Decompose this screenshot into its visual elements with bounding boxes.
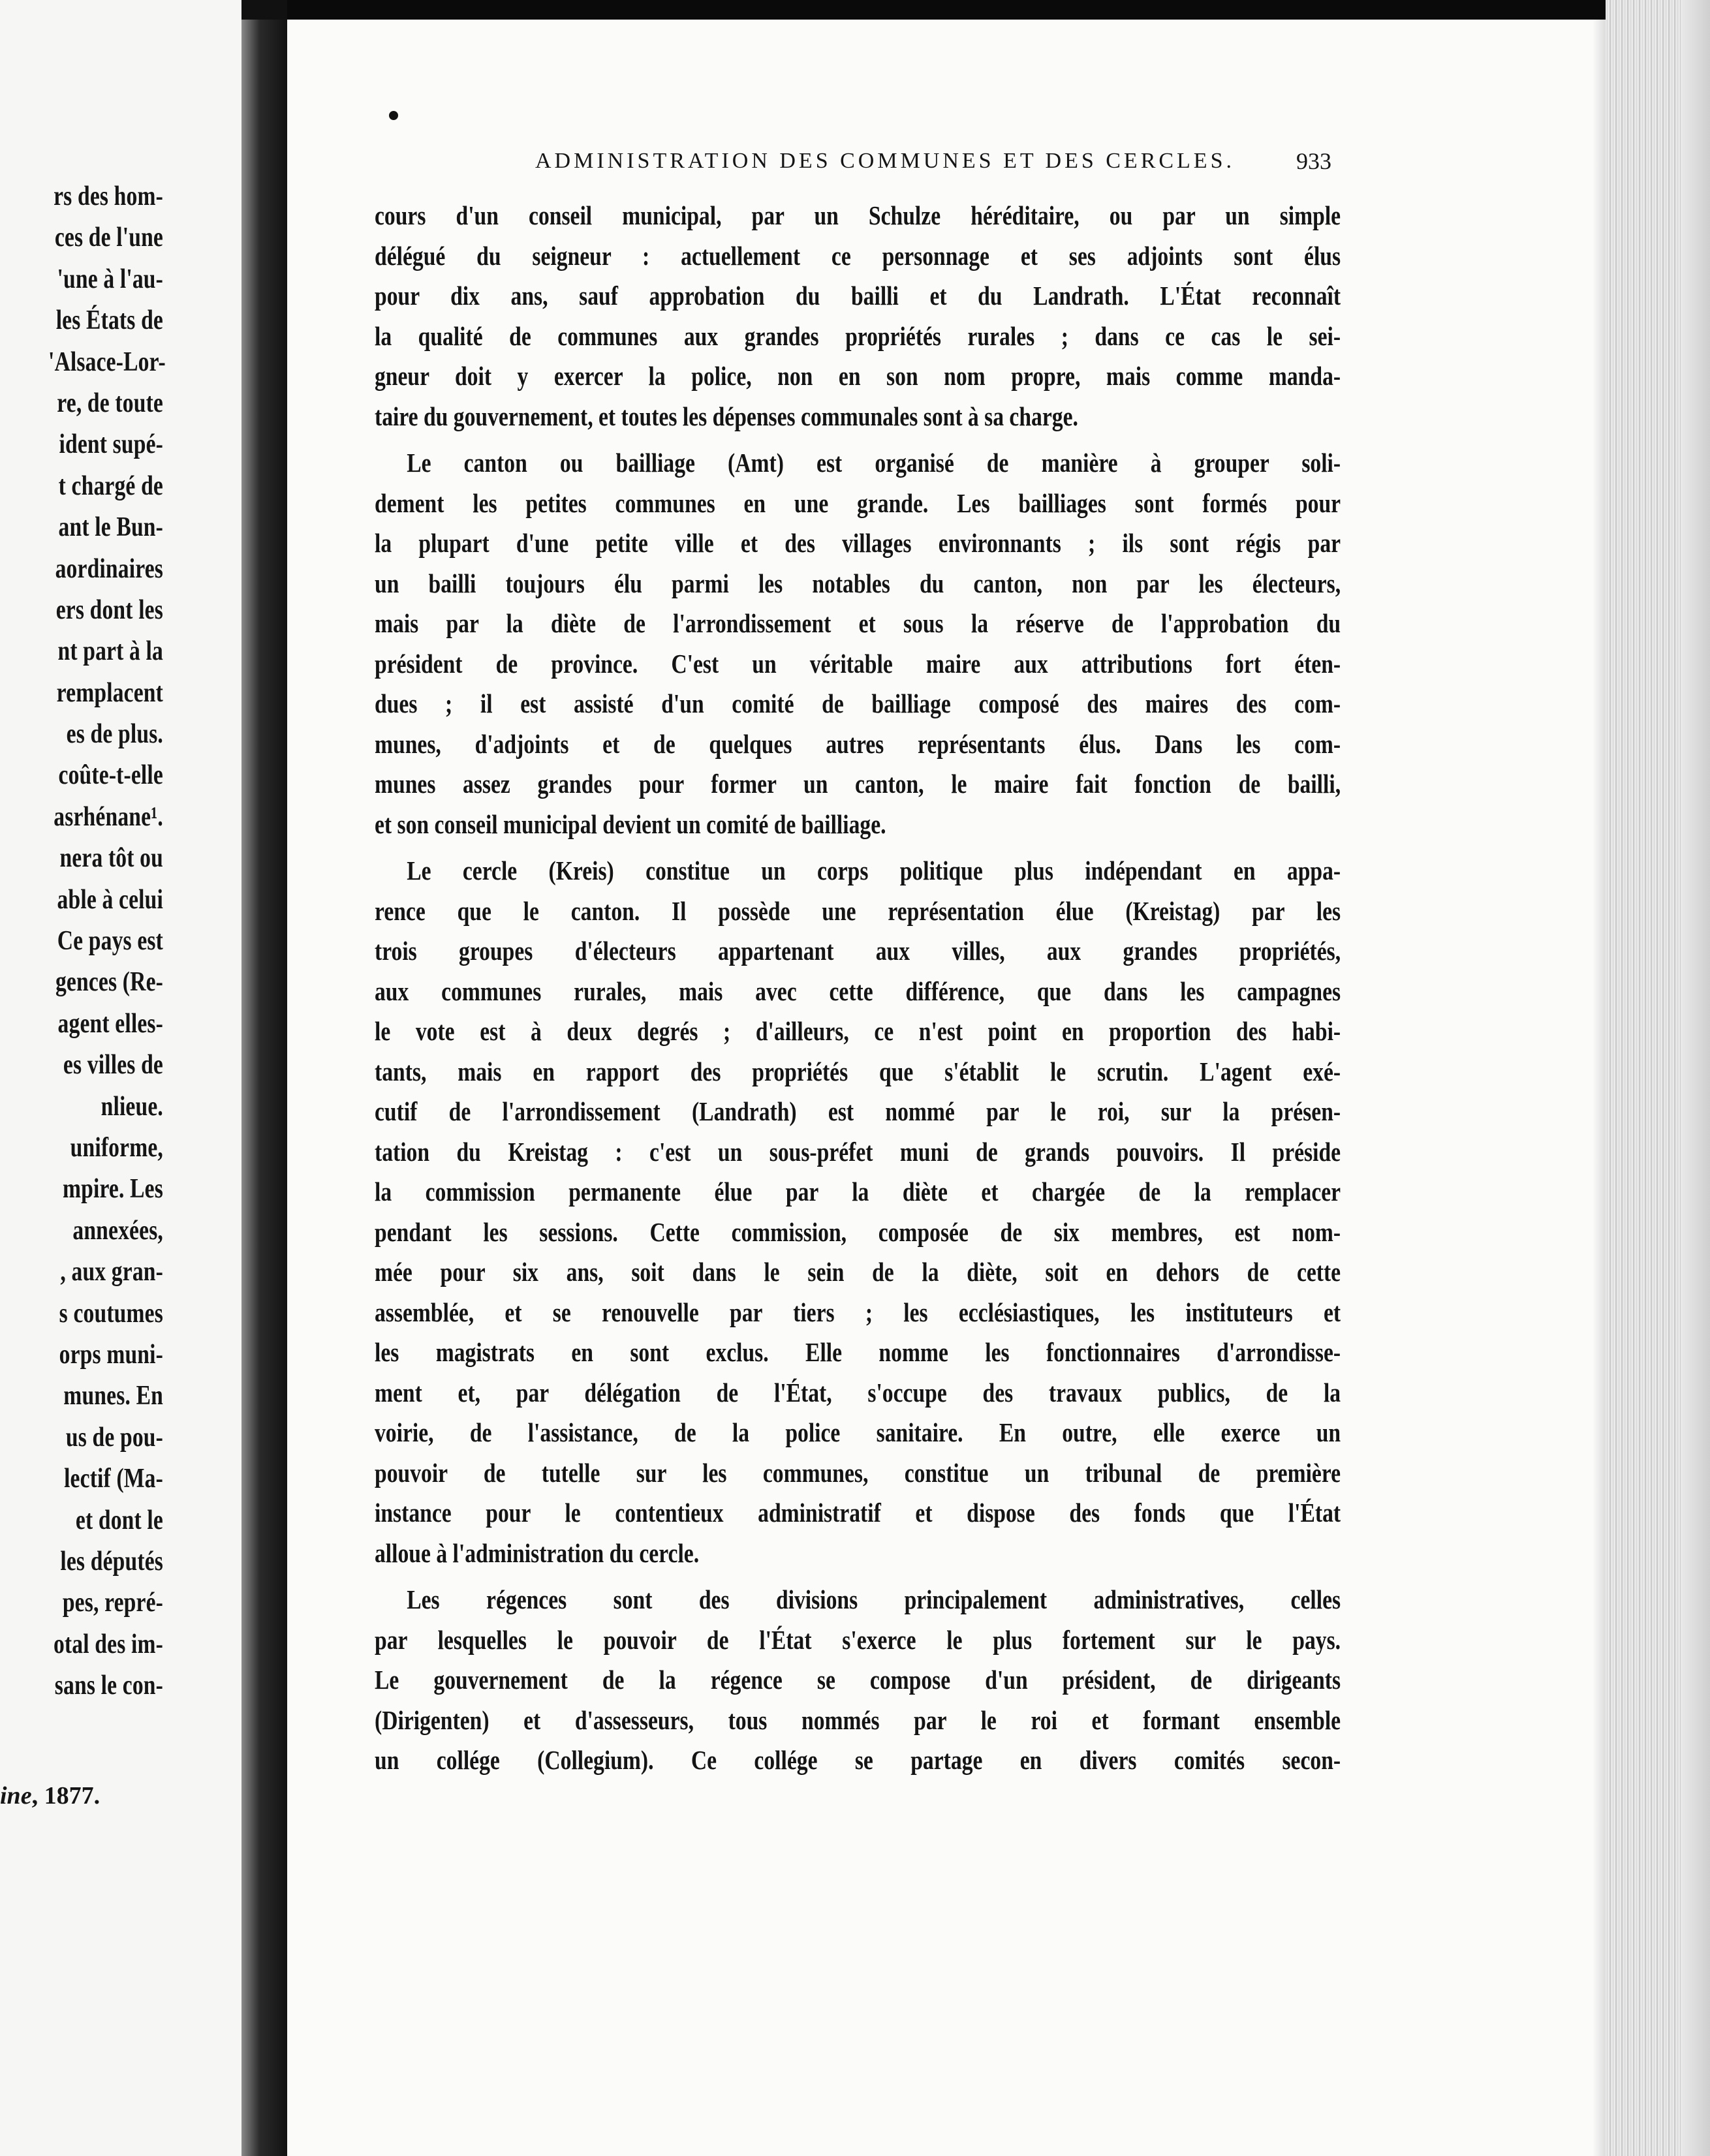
facing-page-footnote: [0, 1781, 100, 1810]
facing-line: sans le con-: [54, 1671, 163, 1701]
facing-line: les États de: [55, 305, 163, 336]
facing-line: nlieue.: [101, 1091, 163, 1122]
footnote-italic: ine: [0, 1782, 32, 1810]
facing-line: ces de l'une: [54, 223, 163, 253]
facing-line: asrhénane¹.: [54, 801, 163, 832]
text-line: un collége (Collegium). Ce collége se partage en divers comités secon-: [375, 1745, 1341, 1775]
facing-line: nt part à la: [57, 636, 163, 667]
text-line: trois groupes d'électeurs appartenant aux villes, aux grandes propriétés,: [375, 936, 1341, 966]
paragraph-gap: [375, 1573, 1341, 1580]
facing-line: agent elles-: [57, 1008, 164, 1039]
text-line: assemblée, et se renouvelle par tiers ; les ecclésiastiques, les instituteurs et: [375, 1297, 1341, 1327]
facing-line: es villes de: [63, 1050, 163, 1081]
facing-line: rs des hom-: [54, 181, 163, 211]
text-line: mais par la diète de l'arrondissement et sous la réserve de l'approbation du: [375, 608, 1341, 638]
facing-line: nera tôt ou: [59, 843, 163, 874]
facing-line: us de pou-: [65, 1422, 163, 1453]
text-line: taire du gouvernement, et toutes les dépenses communales sont à sa charge.: [375, 401, 1078, 431]
gutter-top: [241, 0, 287, 20]
text-line: cours d'un conseil municipal, par un Schulze héréditaire, ou par un simple: [375, 200, 1341, 230]
facing-line: , aux gran-: [60, 1257, 163, 1287]
text-line: Les régences sont des divisions principalement administratives, celles: [407, 1584, 1341, 1614]
page-number: 933: [1296, 148, 1331, 174]
facing-line: aordinaires: [55, 553, 164, 584]
facing-line: es de plus.: [66, 719, 163, 750]
text-line: dement les petites communes en une grande. Les bailliages sont formés pour: [375, 487, 1341, 518]
book-gutter: [241, 20, 287, 2156]
text-line: voirie, de l'assistance, de la police sanitaire. En outre, elle exerce un: [375, 1417, 1341, 1447]
facing-line: annexées,: [72, 1215, 163, 1246]
text-line: pouvoir de tutelle sur les communes, constitue un tribunal de première: [375, 1457, 1341, 1488]
facing-line: lectif (Ma-: [64, 1464, 163, 1494]
facing-line: mpire. Les: [62, 1174, 164, 1205]
text-line: alloue à l'administration du cercle.: [375, 1537, 700, 1568]
footnote-rest: , 1877.: [31, 1782, 101, 1810]
facing-line: Ce pays est: [57, 926, 164, 957]
facing-line: uniforme,: [70, 1132, 163, 1163]
text-line: instance pour le contentieux administratif et dispose des fonds que l'État: [375, 1498, 1341, 1528]
facing-line: et dont le: [75, 1505, 163, 1535]
facing-line: munes. En: [63, 1381, 163, 1411]
text-line: cutif de l'arrondissement (Landrath) est nommé par le roi, sur la présen-: [375, 1096, 1341, 1126]
text-line: les magistrats en sont exclus. Elle nomme les fonctionnaires d'arrondisse-: [375, 1337, 1341, 1367]
text-line: dues ; il est assisté d'un comité de bailliage composé des maires des com-: [375, 688, 1341, 718]
facing-line: s coutumes: [59, 1298, 163, 1329]
facing-line: able à celui: [57, 884, 163, 915]
facing-line: les députés: [60, 1546, 163, 1577]
text-line: délégué du seigneur : actuellement ce personnage et ses adjoints sont élus: [375, 240, 1341, 271]
text-line: Le gouvernement de la régence se compose d'un président, de dirigeants: [375, 1665, 1341, 1695]
ink-dot: [389, 111, 398, 120]
facing-line: 'une à l'au-: [57, 264, 163, 294]
paragraph-gap: [375, 437, 1341, 443]
text-line: munes, d'adjoints et de quelques autres représentants élus. Dans les com-: [375, 728, 1341, 759]
facing-line: t chargé de: [58, 470, 163, 501]
text-line: (Dirigenten) et d'assesseurs, tous nommés par le roi et formant ensemble: [375, 1704, 1341, 1735]
facing-page-text: [0, 176, 241, 1706]
text-line: ment et, par délégation de l'État, s'occupe des travaux publics, de la: [375, 1377, 1341, 1408]
text-line: la plupart d'une petite ville et des villages environnants ; ils sont régis par: [375, 528, 1341, 558]
text-line: gneur doit y exercer la police, non en son nom propre, mais comme manda-: [375, 361, 1341, 391]
text-line: pendant les sessions. Cette commission, composée de six membres, est nom-: [375, 1216, 1341, 1247]
text-line: tants, mais en rapport des propriétés que s'établit le scrutin. L'agent exé-: [375, 1056, 1341, 1086]
text-line: aux communes rurales, mais avec cette différence, que dans les campagnes: [375, 976, 1341, 1006]
body-text: [375, 196, 1341, 1781]
paragraph-gap: [375, 844, 1341, 851]
text-line: par lesquelles le pouvoir de l'État s'exerce le plus fortement sur le pays.: [375, 1624, 1341, 1655]
facing-line: 'Alsace-Lor-: [48, 346, 166, 377]
running-title: ADMINISTRATION DES COMMUNES ET DES CERCLES.: [535, 149, 1235, 173]
text-line: rence que le canton. Il possède une représentation élue (Kreistag) par les: [375, 895, 1341, 926]
text-line: tation du Kreistag : c'est un sous-préfet muni de grands pouvoirs. Il préside: [375, 1136, 1341, 1167]
text-line: mée pour six ans, soit dans le sein de la diète, soit en dehors de cette: [375, 1257, 1341, 1287]
text-line: la qualité de communes aux grandes propriétés rurales ; dans ce cas le sei-: [375, 320, 1341, 351]
text-line: président de province. C'est un véritable maire aux attributions fort éten-: [375, 648, 1341, 679]
facing-line: ant le Bun-: [58, 512, 163, 543]
text-line: pour dix ans, sauf approbation du bailli et du Landrath. L'État reconnaît: [375, 281, 1341, 311]
facing-line: coûte-t-elle: [58, 760, 163, 791]
text-line: un bailli toujours élu parmi les notables du canton, non par les électeurs,: [375, 568, 1341, 598]
facing-line: re, de toute: [57, 388, 164, 418]
facing-line: ident supé-: [59, 429, 163, 460]
text-line: le vote est à deux degrés ; d'ailleurs, ce n'est point en proportion des habi-: [375, 1016, 1341, 1046]
facing-line: orps muni-: [59, 1339, 163, 1370]
facing-line: gences (Re-: [55, 967, 163, 998]
facing-line: ers dont les: [55, 594, 163, 625]
facing-line: pes, repré-: [62, 1588, 164, 1618]
text-line: munes assez grandes pour former un canton, le maire fait fonction de bailli,: [375, 769, 1341, 799]
book-edge-outer: [1681, 0, 1710, 2156]
facing-line: otal des im-: [53, 1629, 164, 1659]
facing-page-left: [0, 0, 241, 2156]
text-line: et son conseil municipal devient un comité de bailliage.: [375, 808, 886, 839]
text-line: la commission permanente élue par la diète et chargée de la remplacer: [375, 1177, 1341, 1207]
facing-line: remplacent: [56, 677, 163, 708]
text-line: Le cercle (Kreis) constitue un corps politique plus indépendant en appa-: [407, 855, 1341, 886]
text-line: Le canton ou bailliage (Amt) est organisé de manière à grouper soli-: [407, 448, 1341, 478]
